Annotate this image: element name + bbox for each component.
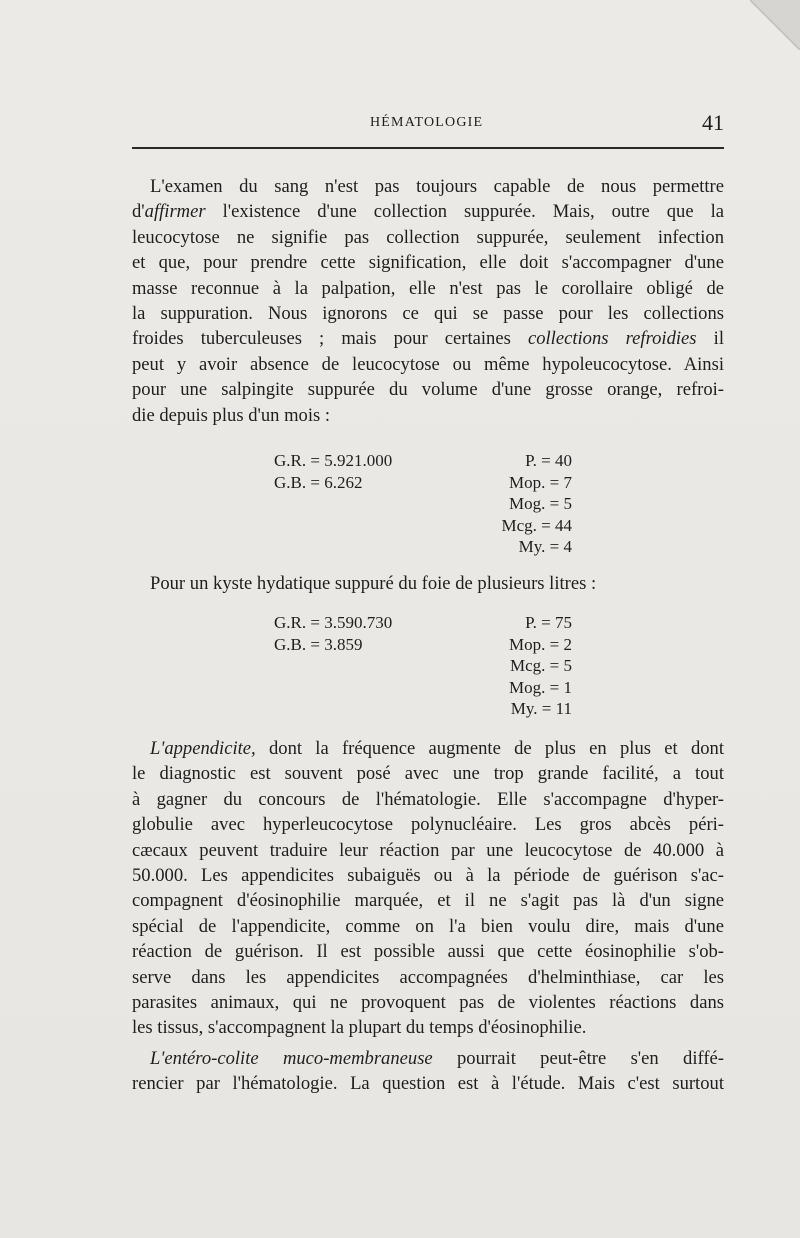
leukocyte-formula-value: Mcg. = 44: [501, 515, 572, 535]
text-line: parasites animaux, qui ne provoquent pas de violentes réactions dans: [132, 991, 724, 1013]
text-line: serve dans les appendicites accompagnées d'helminthiase, car les: [132, 966, 724, 988]
text-line: d'affirmer l'existence d'une collection suppurée. Mais, outre que la: [132, 201, 724, 223]
text-line: L'examen du sang n'est pas toujours capable de nous permettre: [150, 176, 724, 197]
header-rule: [132, 147, 724, 149]
text-line: leucocytose ne signifie pas collection suppurée, seulement infection: [132, 226, 724, 248]
leukocyte-formula-value: Mop. = 7: [509, 472, 572, 492]
text-line: peut y avoir absence de leucocytose ou même hypoleucocytose. Ainsi: [132, 353, 724, 375]
leukocyte-formula-value: My. = 4: [518, 537, 572, 556]
paragraph-2: [132, 571, 724, 596]
text-line: die depuis plus d'un mois :: [132, 404, 331, 426]
text-line: rencier par l'hématologie. La question est à l'étude. Mais c'est surtout: [132, 1073, 724, 1095]
text-line: à gagner du concours de l'hématologie. Elle s'accompagne d'hyper-: [132, 788, 724, 810]
text-line: et que, pour prendre cette signification, elle doit s'accompagner d'une: [132, 252, 724, 274]
blood-count-table-1-left: [274, 450, 392, 493]
text-line: la suppuration. Nous ignorons ce qui se passe pour les collections: [132, 302, 724, 324]
text-line: Pour un kyste hydatique suppuré du foie de plusieurs litres :: [150, 573, 597, 594]
text-line: L'appendicite, dont la fréquence augmente de plus en plus et dont: [150, 738, 724, 759]
leukocyte-formula-value: My. = 11: [510, 699, 572, 718]
paragraph-1: [132, 174, 724, 428]
text-line: le diagnostic est souvent posé avec une trop grande facilité, a tout: [132, 763, 724, 785]
page-header: [132, 112, 724, 136]
text-line: L'entéro-colite muco-membraneuse pourrait peut-être s'en diffé-: [150, 1048, 724, 1069]
text-line: spécial de l'appendicite, comme on l'a bien voulu dire, mais d'une: [132, 915, 724, 937]
blood-count-value: G.B. = 6.262: [274, 472, 363, 492]
text-line: les tissus, s'accompagnent la plupart du temps d'éosinophilie.: [132, 1017, 587, 1039]
text-line: froides tuberculeuses ; mais pour certaines collections refroidies il: [132, 328, 724, 350]
page-number: 41: [702, 110, 724, 135]
text-line: cæcaux peuvent traduire leur réaction par une leucocytose de 40.000 à: [132, 839, 724, 861]
leukocyte-formula-value: Mog. = 1: [509, 677, 572, 697]
blood-count-table-2-left: [274, 612, 392, 655]
page-corner-fold: [750, 0, 800, 50]
blood-count-table-1-right: [468, 450, 572, 558]
running-title: HÉMATOLOGIE: [370, 115, 484, 130]
blood-count-table-2-right: [468, 612, 572, 720]
blood-count-value: G.R. = 3.590.730: [274, 613, 393, 632]
blood-count-value: G.B. = 3.859: [274, 634, 363, 654]
leukocyte-formula-value: Mop. = 2: [509, 634, 572, 654]
leukocyte-formula-value: Mog. = 5: [509, 494, 572, 513]
leukocyte-formula-value: P. = 40: [525, 451, 572, 470]
text-line: globulie avec hyperleucocytose polynucléaire. Les gros abcès péri-: [132, 814, 724, 836]
text-line: compagnent d'éosinophilie marquée, et il ne s'agit pas là d'un signe: [132, 890, 724, 912]
paragraph-3: [132, 736, 724, 1041]
blood-count-value: G.R. = 5.921.000: [274, 451, 393, 470]
leukocyte-formula-value: P. = 75: [525, 613, 572, 632]
text-line: réaction de guérison. Il est possible aussi que cette éosinophilie s'ob-: [132, 941, 724, 963]
text-line: 50.000. Les appendicites subaiguës ou à la période de guérison s'ac-: [132, 864, 724, 886]
leukocyte-formula-value: Mcg. = 5: [510, 656, 572, 675]
text-line: pour une salpingite suppurée du volume d'une grosse orange, refroi-: [132, 379, 724, 401]
paragraph-4: [132, 1046, 724, 1097]
text-line: masse reconnue à la palpation, elle n'est pas le corollaire obligé de: [132, 277, 724, 299]
